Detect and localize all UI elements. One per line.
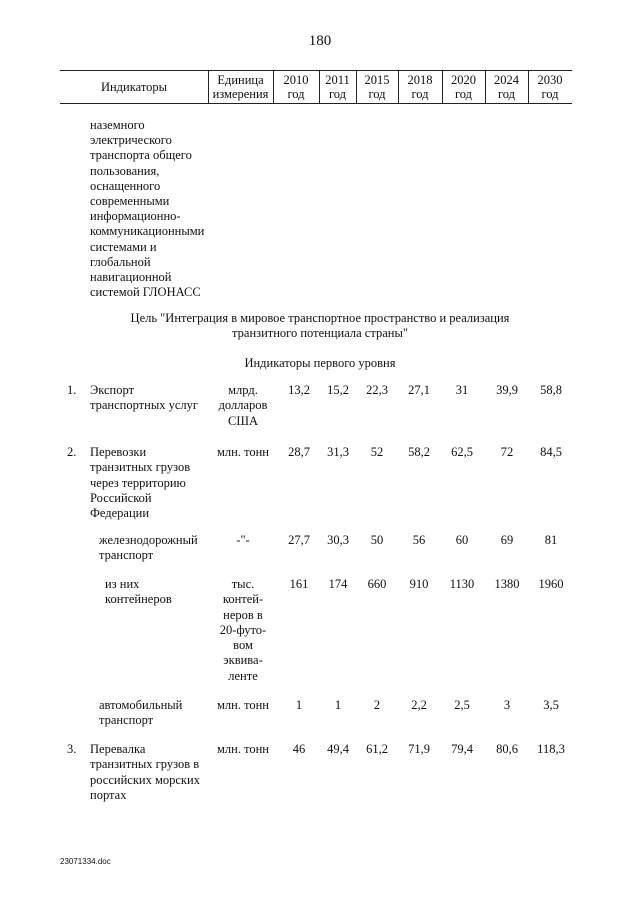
- header-year-2018: 2018 год: [407, 73, 433, 101]
- header-year-2011: 2011 год: [325, 73, 350, 101]
- goal-heading: Цель "Интеграция в мировое транспортное пространство и реализация транзитного потенциала страны": [130, 311, 510, 340]
- header-year-2015: 2015 год: [364, 73, 390, 101]
- header-year-2030: 2030 год: [537, 73, 563, 101]
- header-year-2020: 2020 год: [451, 73, 476, 101]
- header-year-2010: 2010 год: [283, 73, 309, 101]
- header-unit: Единица измерения: [212, 73, 269, 101]
- page-number: 180: [308, 33, 332, 49]
- header-year-2024: 2024 год: [494, 73, 519, 101]
- table-header: [60, 70, 572, 104]
- level-heading: Индикаторы первого уровня: [244, 356, 396, 370]
- continued-indicator-text: наземного электрического транспорта общего пользования, оснащенного современными информационно- коммуникационными системами и глобальной навигационной системой ГЛОНАСС: [90, 118, 205, 300]
- footer-filename: 23071334.doc: [60, 857, 111, 866]
- header-indicators: Индикаторы: [100, 80, 168, 94]
